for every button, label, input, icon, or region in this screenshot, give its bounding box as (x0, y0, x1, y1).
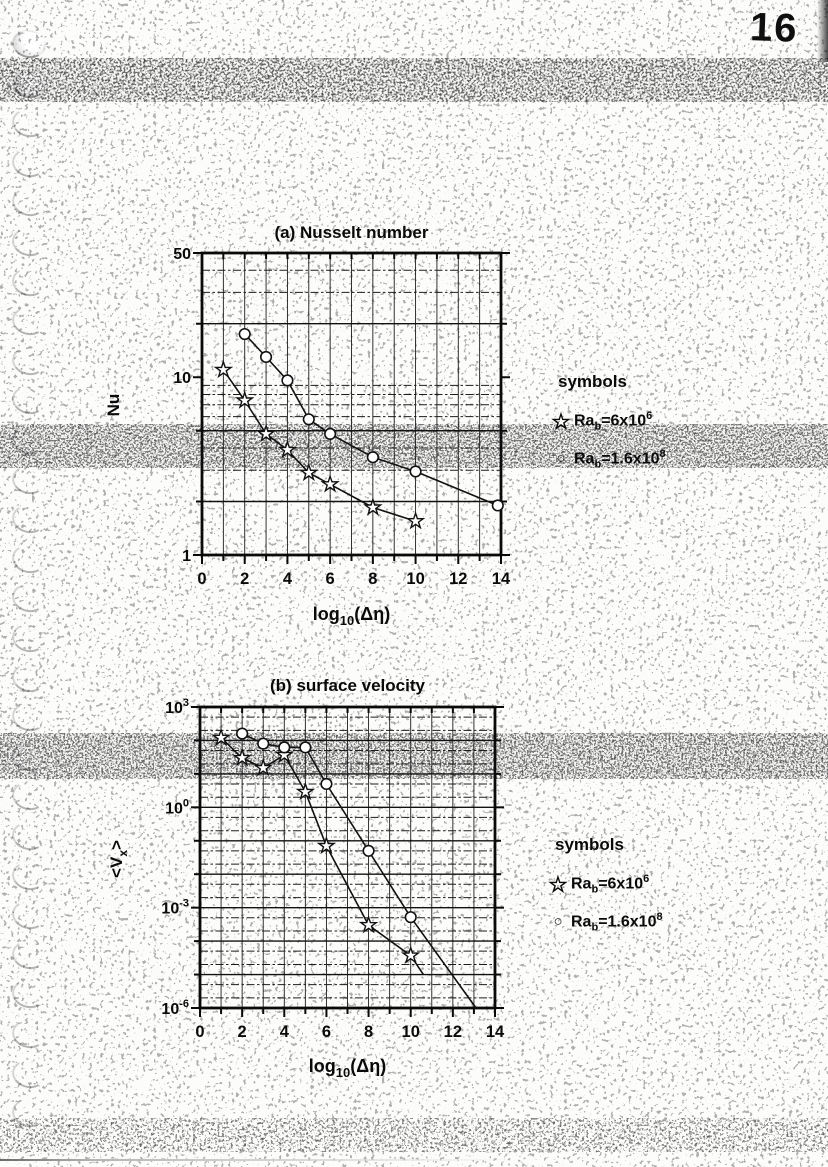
circle-marker (239, 329, 250, 340)
x-axis-title: $\log_{10}(\Delta\eta)$ (308, 1056, 387, 1080)
ra-value: =1.6x10 (601, 450, 660, 468)
circle-marker (279, 742, 290, 753)
x-tick-label: 12 (443, 1023, 463, 1041)
x-tick-label: 8 (368, 570, 378, 588)
y-tick-label: 1 (182, 548, 191, 565)
legend-symbols-b (545, 835, 663, 944)
x-tick-label: 8 (363, 1023, 374, 1041)
chart-nusselt-number (95, 200, 545, 655)
ra-sub: b (591, 921, 599, 934)
series-markers-star (216, 362, 424, 528)
y-tick-label: $10^{-6}$ (161, 998, 189, 1018)
circle-marker (325, 429, 336, 440)
circle-marker (261, 352, 272, 363)
circle-marker (300, 742, 311, 753)
legend-symbols-a (548, 372, 666, 481)
legend-title: symbols (555, 835, 624, 854)
x-tick-label: 14 (485, 1023, 505, 1041)
chart-nusselt-svg (95, 200, 545, 650)
y-tick-label: $10^3$ (165, 697, 189, 717)
y-tick-label: $10^0$ (165, 797, 189, 818)
legend-item-circle (545, 909, 663, 936)
scan-artifact-line (0, 1159, 520, 1161)
legend-item-star (548, 405, 666, 438)
x-tick-label: 2 (240, 570, 250, 588)
ra-text: Ra (574, 412, 595, 430)
ra-text: Ra (571, 913, 592, 931)
page-number: 16 (749, 5, 800, 51)
circle-marker (368, 452, 379, 463)
circle-marker (237, 728, 248, 739)
y-tick-label: $10^{-3}$ (161, 897, 189, 918)
x-tick-label: 2 (237, 1023, 247, 1041)
chart-title: (a) Nusselt number (274, 223, 429, 242)
circle-marker (282, 375, 293, 386)
circle-marker (492, 500, 503, 511)
y-axis-title: $<V_x>$ (107, 840, 130, 878)
ra-value: =6x10 (601, 412, 647, 430)
circle-marker (410, 466, 421, 477)
y-tick-label: 50 (173, 246, 191, 263)
circle-marker (321, 779, 332, 790)
circle-marker (405, 912, 416, 923)
x-tick-label: 6 (325, 570, 335, 588)
circle-icon: ○ (556, 450, 566, 468)
chart-velocity-svg (95, 655, 545, 1105)
x-tick-label: 4 (282, 570, 293, 588)
circle-marker (363, 846, 374, 857)
x-tick-label: 10 (406, 570, 425, 588)
x-tick-label: 0 (195, 1023, 205, 1041)
ra-value: =1.6x10 (598, 913, 657, 931)
y-tick-label: 10 (173, 370, 191, 388)
ra-text: Ra (574, 450, 595, 468)
x-tick-label: 4 (279, 1023, 289, 1041)
chart-surface-velocity (95, 655, 545, 1110)
series-line-circle (245, 334, 498, 506)
star-icon: ☆ (551, 409, 571, 434)
ra-exp: 8 (659, 448, 666, 460)
legend-item-circle (548, 446, 666, 473)
chart-title: (b) surface velocity (270, 676, 425, 695)
circle-marker (303, 414, 314, 425)
legend-label-circle (574, 446, 666, 473)
circle-icon: ○ (553, 913, 563, 931)
series-line-circle (242, 734, 476, 1008)
star-icon: ☆ (548, 872, 568, 897)
circle-marker (258, 738, 269, 749)
legend-item-star (545, 868, 663, 901)
legend-label-star (571, 871, 649, 898)
x-tick-label: 12 (449, 570, 468, 588)
ra-sub: b (594, 420, 602, 433)
ra-text: Ra (571, 875, 592, 893)
series-line-star (223, 370, 415, 521)
ra-sub: b (591, 883, 599, 896)
legend-label-circle (571, 909, 663, 936)
series-markers-circle (239, 329, 503, 511)
x-tick-label: 0 (197, 570, 207, 588)
ra-sub: b (594, 458, 602, 471)
ra-exp: 6 (643, 872, 650, 885)
grid (200, 707, 495, 1008)
ra-exp: 8 (656, 911, 663, 923)
ra-value: =6x10 (598, 875, 644, 893)
y-axis-title: Nu (104, 393, 123, 417)
x-tick-label: 10 (401, 1023, 420, 1041)
legend-label-star (574, 408, 652, 435)
ra-exp: 6 (646, 409, 653, 422)
x-tick-label: 14 (491, 570, 511, 588)
legend-title: symbols (558, 372, 627, 391)
x-axis-title: $\log_{10}(\Delta\eta)$ (312, 604, 391, 628)
x-tick-label: 6 (321, 1023, 332, 1041)
